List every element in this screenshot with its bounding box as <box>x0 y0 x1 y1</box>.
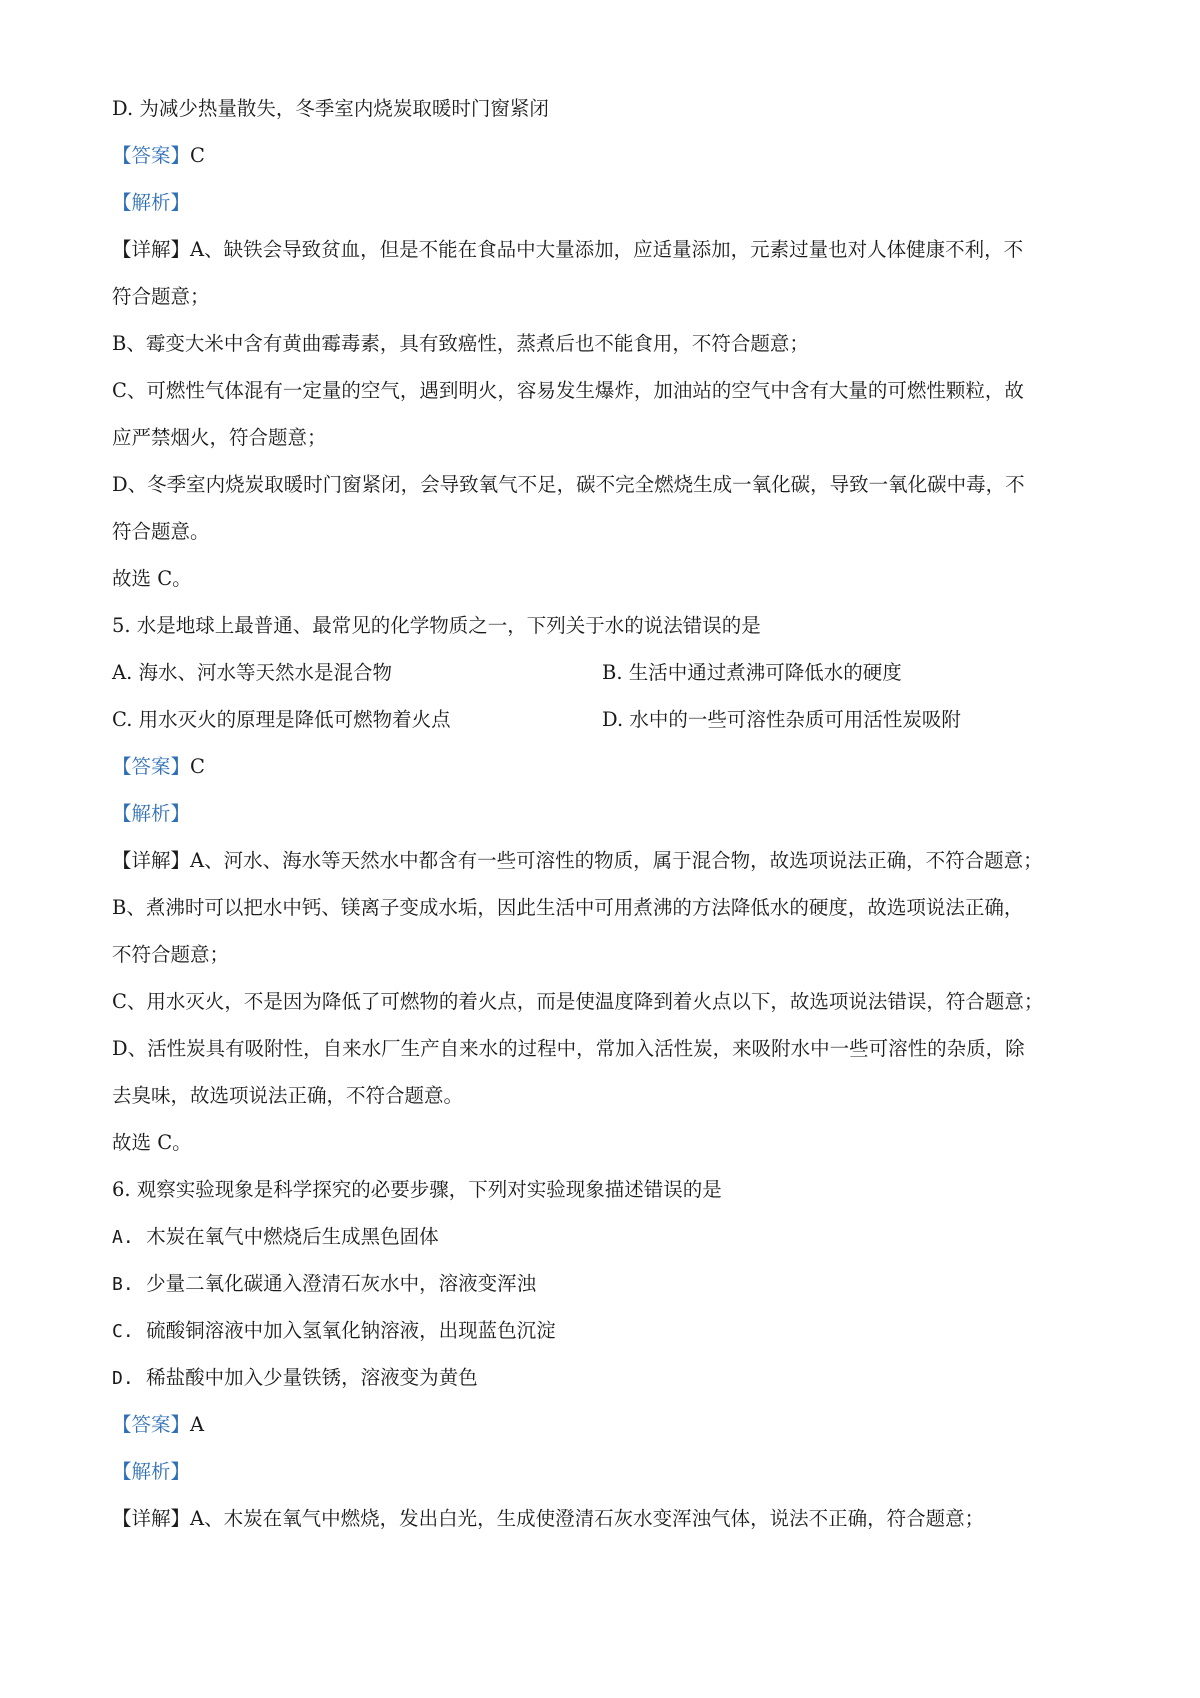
q6-option-a: A. 木炭在氧气中燃烧后生成黑色固体 <box>112 1225 439 1248</box>
q4-detail-c: C、可燃性气体混有一定量的空气，遇到明火，容易发生爆炸，加油站的空气中含有大量的可燃性颗粒，故 <box>112 379 1024 402</box>
q5-answer <box>112 751 205 779</box>
q5-detail-b: B、煮沸时可以把水中钙、镁离子变成水垢，因此生活中可用煮沸的方法降低水的硬度，故选项说法正确， <box>112 896 1024 919</box>
answer-label: 【答案】 <box>112 144 191 167</box>
q6-option-b: B. 少量二氧化碳通入澄清石灰水中，溶液变浑浊 <box>112 1272 537 1295</box>
q5-detail-a: 【详解】A、河水、海水等天然水中都含有一些可溶性的物质，属于混合物，故选项说法正确，不符合题意； <box>112 849 1043 872</box>
answer-label: 【答案】 <box>112 755 191 778</box>
detail-label: 【详解】 <box>112 238 191 261</box>
q4-detail-a-cont: 符合题意； <box>112 285 210 308</box>
q6-analysis-label: 【解析】 <box>112 1460 191 1483</box>
q4-detail-a: 【详解】A、缺铁会导致贫血，但是不能在食品中大量添加，应适量添加，元素过量也对人体健康不利，不 <box>112 238 1024 261</box>
q5-option-a: A. 海水、河水等天然水是混合物 <box>112 661 392 684</box>
detail-label: 【详解】 <box>112 1507 191 1530</box>
q4-conclusion: 故选 C。 <box>112 567 192 590</box>
answer-value: C <box>190 755 205 778</box>
q5-option-d: D. 水中的一些可溶性杂质可用活性炭吸附 <box>602 708 961 731</box>
q4-detail-c-cont: 应严禁烟火，符合题意； <box>112 426 327 449</box>
q6-stem: 6. 观察实验现象是科学探究的必要步骤，下列对实验现象描述错误的是 <box>112 1178 722 1201</box>
q4-answer <box>112 140 205 168</box>
q6-option-d: D. 稀盐酸中加入少量铁锈，溶液变为黄色 <box>112 1366 478 1389</box>
q5-analysis-label: 【解析】 <box>112 802 191 825</box>
q6-detail-a: 【详解】A、木炭在氧气中燃烧，发出白光，生成使澄清石灰水变浑浊气体，说法不正确，符合题意； <box>112 1507 985 1530</box>
q5-stem: 5. 水是地球上最普通、最常见的化学物质之一，下列关于水的说法错误的是 <box>112 614 761 637</box>
q4-detail-d: D、冬季室内烧炭取暖时门窗紧闭，会导致氧气不足，碳不完全燃烧生成一氧化碳，导致一氧化碳中毒，不 <box>112 473 1025 496</box>
q5-detail-d: D、活性炭具有吸附性，自来水厂生产自来水的过程中，常加入活性炭，来吸附水中一些可溶性的杂质，除 <box>112 1037 1025 1060</box>
q6-option-c: C. 硫酸铜溶液中加入氢氧化钠溶液，出现蓝色沉淀 <box>112 1319 556 1342</box>
q5-detail-c: C、用水灭火，不是因为降低了可燃物的着火点，而是使温度降到着火点以下，故选项说法错误，符合题意； <box>112 990 1044 1013</box>
q4-analysis-label: 【解析】 <box>112 191 191 214</box>
detail-label: 【详解】 <box>112 849 191 872</box>
q5-conclusion: 故选 C。 <box>112 1131 192 1154</box>
q5-option-b: B. 生活中通过煮沸可降低水的硬度 <box>602 661 902 684</box>
q4-option-d: D. 为减少热量散失，冬季室内烧炭取暖时门窗紧闭 <box>112 97 549 120</box>
q5-detail-d-cont: 去臭味，故选项说法正确，不符合题意。 <box>112 1084 464 1107</box>
answer-value: C <box>190 144 205 167</box>
q6-answer <box>112 1409 204 1437</box>
answer-label: 【答案】 <box>112 1413 191 1436</box>
q4-detail-d-cont: 符合题意。 <box>112 520 210 543</box>
q5-option-c: C. 用水灭火的原理是降低可燃物着火点 <box>112 708 451 731</box>
q4-detail-b: B、霉变大米中含有黄曲霉毒素，具有致癌性，蒸煮后也不能食用，不符合题意； <box>112 332 809 355</box>
answer-value: A <box>190 1413 205 1436</box>
q5-detail-b-cont: 不符合题意； <box>112 943 230 966</box>
